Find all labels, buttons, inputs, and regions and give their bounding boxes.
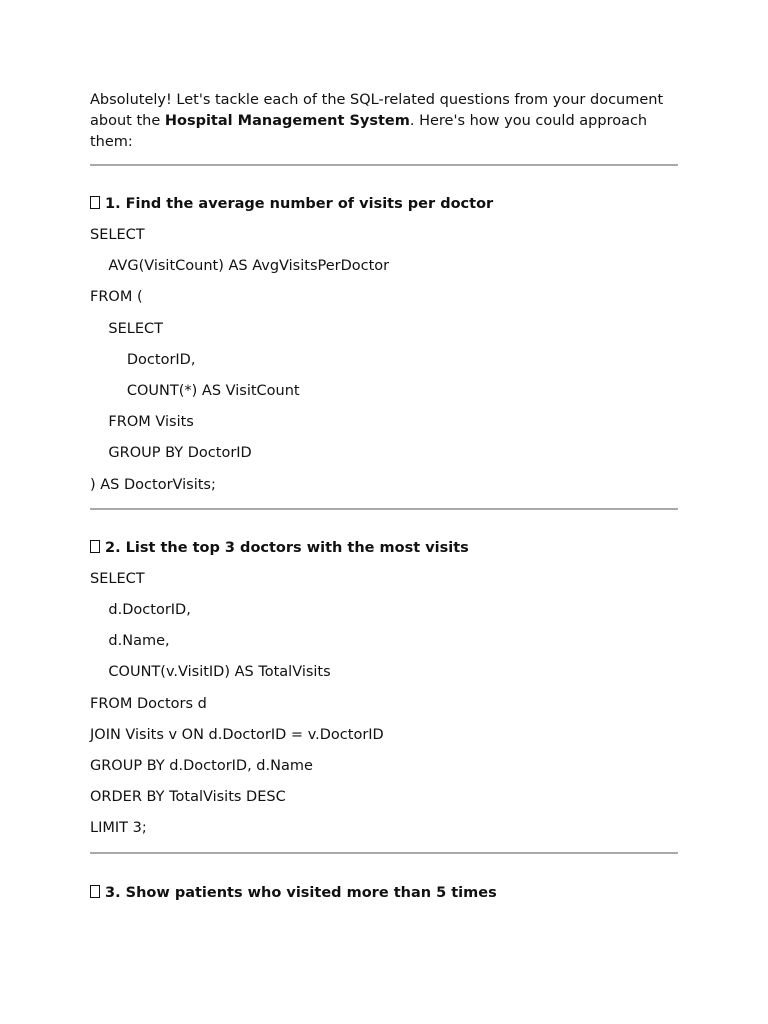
missing-glyph-icon	[90, 196, 100, 209]
code-line: JOIN Visits v ON d.DoctorID = v.DoctorID	[90, 726, 384, 743]
code-line: d.DoctorID,	[90, 602, 191, 619]
section-heading	[90, 533, 678, 564]
intro-text-end: . Here's how you could approach them:	[90, 113, 648, 150]
sql-code-block	[90, 564, 678, 845]
code-line: DoctorID,	[90, 351, 196, 368]
document-content	[90, 90, 678, 909]
sql-code-block	[90, 220, 678, 501]
code-line: LIMIT 3;	[90, 820, 147, 837]
section-heading	[90, 878, 678, 909]
section-heading-text: 1. Find the average number of visits per doctor	[105, 196, 494, 212]
intro-paragraph	[90, 90, 678, 153]
code-line: ORDER BY TotalVisits DESC	[90, 789, 286, 806]
code-line: SELECT	[90, 320, 164, 337]
missing-glyph-icon	[90, 885, 100, 898]
code-line: FROM Doctors d	[90, 695, 207, 712]
code-line: SELECT	[90, 570, 145, 587]
code-line: COUNT(*) AS VisitCount	[90, 383, 300, 400]
section-heading-text: 3. Show patients who visited more than 5 times	[105, 884, 497, 901]
divider	[90, 164, 678, 166]
section-heading	[90, 189, 678, 220]
code-line: COUNT(v.VisitID) AS TotalVisits	[90, 664, 331, 681]
code-line: AVG(VisitCount) AS AvgVisitsPerDoctor	[90, 258, 390, 275]
missing-glyph-icon	[90, 540, 100, 553]
section-heading-text: 2. List the top 3 doctors with the most visits	[105, 539, 469, 556]
code-line: SELECT	[90, 227, 145, 243]
code-line: GROUP BY DoctorID	[90, 445, 252, 462]
intro-bold-text: Hospital Management System	[164, 113, 410, 129]
divider	[90, 852, 678, 854]
code-line: ) AS DoctorVisits;	[90, 476, 216, 493]
code-line: FROM Visits	[90, 414, 194, 431]
divider	[90, 508, 678, 510]
code-line: d.Name,	[90, 633, 170, 650]
code-line: GROUP BY d.DoctorID, d.Name	[90, 758, 313, 775]
intro-text: Absolutely! Let's tackle each of the SQL-related questions from your document about the	[90, 92, 664, 129]
code-line: FROM (	[90, 289, 143, 306]
